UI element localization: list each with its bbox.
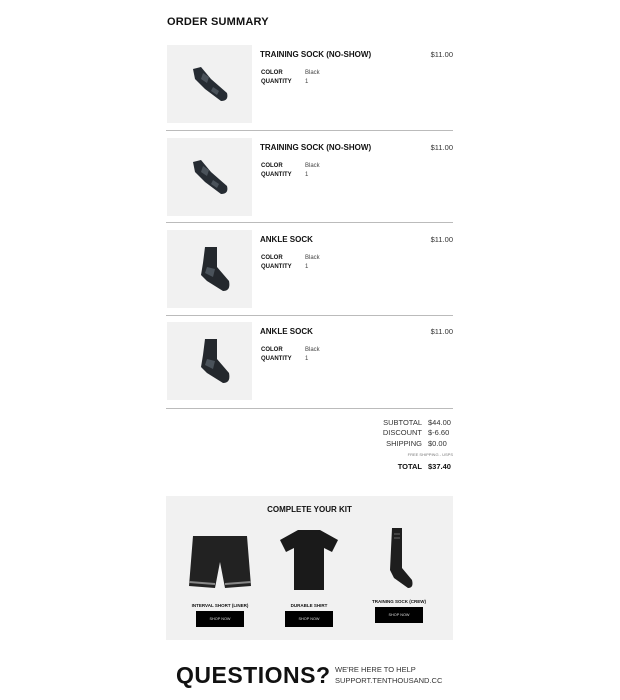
kit-product bbox=[180, 526, 260, 627]
page-title: ORDER SUMMARY bbox=[167, 16, 269, 28]
shipping-note: FREE SHIPPING - USPS bbox=[407, 452, 453, 457]
shop-now-button[interactable]: SHOP NOW bbox=[196, 611, 244, 627]
order-item bbox=[166, 230, 453, 322]
support-link[interactable]: SUPPORT.TENTHOUSAND.CC bbox=[335, 676, 443, 685]
shorts-image[interactable] bbox=[185, 526, 255, 598]
kit-product-name[interactable]: TRAINING SOCK (CREW) bbox=[372, 599, 426, 604]
subtotal-value: $44.00 bbox=[428, 418, 451, 427]
item-price: $11.00 bbox=[430, 143, 453, 152]
quantity-label: QUANTITY bbox=[261, 79, 292, 85]
color-label: COLOR bbox=[261, 70, 283, 76]
kit-product bbox=[359, 524, 439, 623]
divider bbox=[166, 315, 453, 316]
quantity-label: QUANTITY bbox=[261, 264, 292, 270]
help-line: WE'RE HERE TO HELP bbox=[335, 665, 416, 674]
shipping-row bbox=[386, 439, 453, 448]
quantity-label: QUANTITY bbox=[261, 172, 292, 178]
shop-now-button[interactable]: SHOP NOW bbox=[285, 611, 333, 627]
ankle-sock-image bbox=[167, 230, 252, 308]
color-value: Black bbox=[305, 255, 320, 261]
color-label: COLOR bbox=[261, 347, 283, 353]
total-label: TOTAL bbox=[397, 462, 422, 471]
quantity-label: QUANTITY bbox=[261, 356, 292, 362]
divider bbox=[166, 408, 453, 409]
total-row bbox=[398, 462, 453, 471]
quantity-value: 1 bbox=[305, 172, 309, 178]
complete-your-kit bbox=[166, 496, 453, 640]
questions-heading: QUESTIONS? bbox=[176, 662, 331, 688]
item-name: ANKLE SOCK bbox=[260, 327, 313, 336]
color-label: COLOR bbox=[261, 163, 283, 169]
quantity-value: 1 bbox=[305, 264, 309, 270]
no-show-sock-image bbox=[167, 45, 252, 123]
color-label: COLOR bbox=[261, 255, 283, 261]
order-item bbox=[166, 45, 453, 137]
item-name: TRAINING SOCK (NO-SHOW) bbox=[260, 50, 372, 59]
item-name: TRAINING SOCK (NO-SHOW) bbox=[260, 143, 372, 152]
discount-value: $-6.60 bbox=[428, 428, 450, 437]
order-item bbox=[166, 138, 453, 230]
color-value: Black bbox=[305, 347, 320, 353]
kit-product bbox=[269, 526, 349, 627]
divider bbox=[166, 130, 453, 131]
item-name: ANKLE SOCK bbox=[260, 235, 313, 244]
item-price: $11.00 bbox=[430, 235, 453, 244]
color-value: Black bbox=[305, 163, 320, 169]
shipping-value: $0.00 bbox=[428, 439, 447, 448]
shipping-label: SHIPPING bbox=[386, 439, 422, 448]
item-price: $11.00 bbox=[430, 327, 453, 336]
crew-sock-image[interactable] bbox=[364, 524, 434, 594]
shirt-image[interactable] bbox=[274, 526, 344, 598]
kit-product-name[interactable]: INTERVAL SHORT (LINER) bbox=[191, 603, 249, 608]
order-item bbox=[166, 322, 453, 414]
divider bbox=[166, 222, 453, 223]
kit-title: COMPLETE YOUR KIT bbox=[267, 505, 352, 514]
help-text bbox=[335, 664, 442, 686]
shop-now-button[interactable]: SHOP NOW bbox=[375, 607, 423, 623]
item-price: $11.00 bbox=[430, 50, 453, 59]
total-value: $37.40 bbox=[428, 462, 451, 471]
ankle-sock-image bbox=[167, 322, 252, 400]
kit-product-name[interactable]: DURABLE SHIRT bbox=[290, 603, 328, 608]
quantity-value: 1 bbox=[305, 356, 309, 362]
discount-label: DISCOUNT bbox=[382, 428, 422, 437]
no-show-sock-image bbox=[167, 138, 252, 216]
quantity-value: 1 bbox=[305, 79, 309, 85]
discount-row bbox=[383, 428, 453, 437]
subtotal-label: SUBTOTAL bbox=[383, 418, 422, 427]
color-value: Black bbox=[305, 70, 320, 76]
subtotal-row bbox=[383, 418, 453, 427]
